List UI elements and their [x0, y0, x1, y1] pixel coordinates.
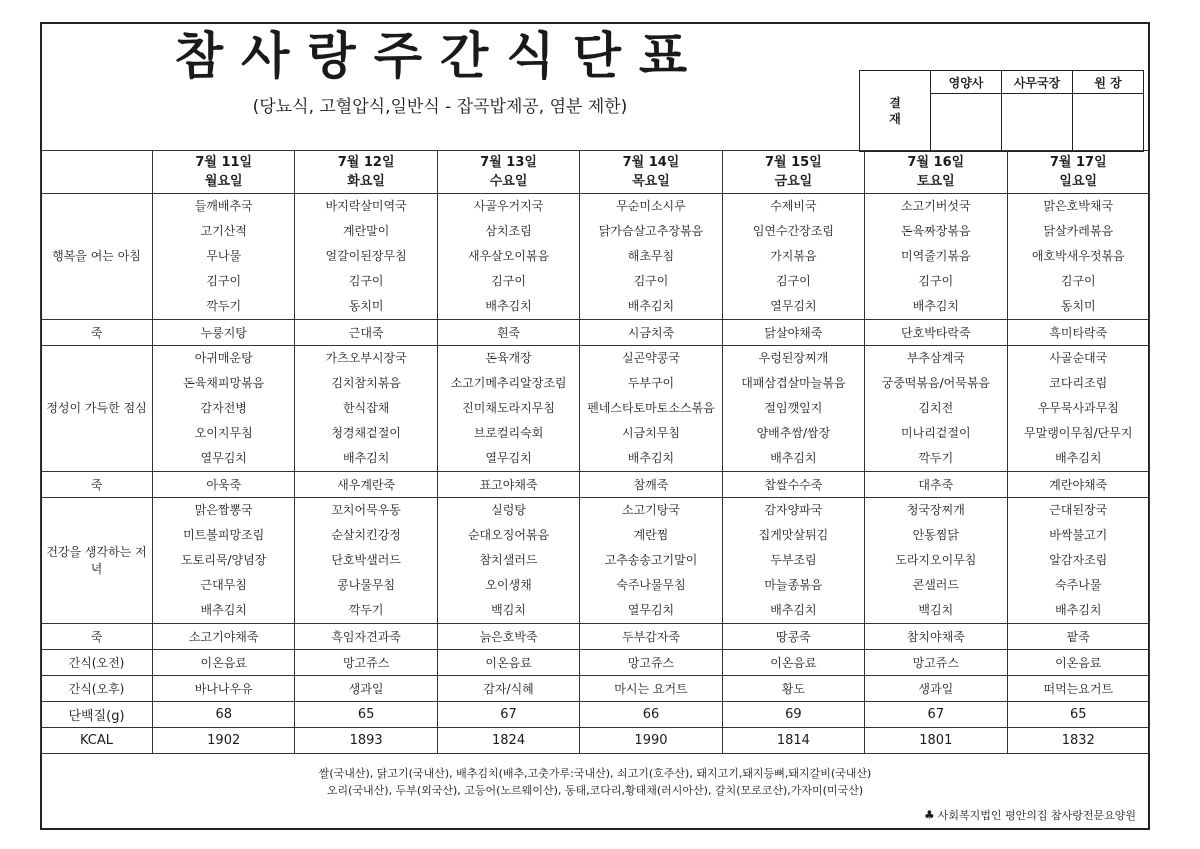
- menu-cell: 65: [295, 702, 437, 728]
- menu-cell: 생과일: [865, 676, 1007, 702]
- menu-cell: 늙은호박죽: [437, 624, 579, 650]
- menu-cell: 생과일: [295, 676, 437, 702]
- menu-cell: [865, 498, 1007, 624]
- menu-item: 배추김치: [912, 299, 959, 313]
- page-subtitle: (당뇨식, 고혈압식,일반식 - 잡곡밥제공, 염분 제한): [252, 97, 628, 117]
- menu-item: 닭가슴살고추장볶음: [598, 224, 704, 238]
- origin-note: 쌀(국내산), 닭고기(국내산), 배추김치(배추,고춧가루:국내산), 쇠고기(호주산), 돼지고기,돼지등뼈,돼지갈비(국내산): [318, 767, 872, 780]
- menu-cell: 67: [437, 702, 579, 728]
- menu-item: 무나물: [206, 249, 242, 263]
- organization-name: ♣ 사회복지법인 평안의집 참사랑전문요양원: [923, 808, 1136, 822]
- menu-item: 소고기탕국: [621, 503, 680, 517]
- menu-cell: [153, 498, 295, 624]
- menu-item: 배추김치: [200, 603, 247, 617]
- menu-item: 근대무침: [200, 578, 247, 592]
- menu-item: 부추삼계국: [906, 351, 965, 365]
- menu-item: 궁중떡볶음/어묵볶음: [881, 376, 990, 390]
- menu-item: 감자전병: [200, 401, 247, 415]
- menu-cell: 이온음료: [722, 650, 864, 676]
- menu-item: 아귀매운탕: [194, 351, 253, 365]
- lunch-row: [41, 346, 1150, 472]
- menu-cell: 마시는 요거트: [580, 676, 722, 702]
- menu-item: 코다리조림: [1049, 376, 1108, 390]
- menu-item: 알감자조림: [1049, 553, 1108, 567]
- row-label: 죽: [41, 472, 153, 498]
- menu-cell: 소고기야채죽: [153, 624, 295, 650]
- organization-logo-icon: ♣: [923, 808, 935, 822]
- menu-cell: [1007, 346, 1149, 472]
- menu-item: 미나리겉절이: [901, 426, 971, 440]
- menu-item: 도토리묵/양념장: [181, 553, 267, 567]
- menu-cell: [437, 346, 579, 472]
- day-header: 7월 12일 화요일: [295, 151, 437, 194]
- menu-cell: [580, 194, 722, 320]
- menu-item: 브로컬리숙회: [473, 426, 544, 440]
- menu-item: 꼬치어묵우동: [331, 503, 401, 517]
- menu-cell: 참깨죽: [580, 472, 722, 498]
- approval-role: 영양사: [931, 71, 1002, 94]
- menu-item: 숙주나물무침: [616, 578, 686, 592]
- menu-cell: 흰죽: [437, 320, 579, 346]
- menu-item: 김구이: [206, 274, 242, 288]
- menu-cell: 69: [722, 702, 864, 728]
- menu-cell: 근대죽: [295, 320, 437, 346]
- row-label: 죽: [41, 624, 153, 650]
- menu-item: 오이생채: [485, 578, 532, 592]
- menu-cell: [865, 194, 1007, 320]
- day-header: 7월 14일 목요일: [580, 151, 722, 194]
- menu-item: 돈육채피망볶음: [183, 376, 265, 390]
- menu-item: 임연수간장조림: [752, 224, 834, 238]
- menu-item: 돈육짜장볶음: [901, 224, 971, 238]
- menu-cell: 대추죽: [865, 472, 1007, 498]
- menu-item: 배추김치: [1055, 603, 1102, 617]
- menu-cell: 누룽지탕: [153, 320, 295, 346]
- menu-item: 가지볶음: [770, 249, 817, 263]
- menu-item: 콘샐러드: [912, 578, 959, 592]
- menu-item: 수제비국: [770, 199, 817, 213]
- menu-item: 계란말이: [342, 224, 390, 238]
- day-header: 7월 16일 토요일: [865, 151, 1007, 194]
- menu-item: 미트볼피망조림: [183, 528, 265, 542]
- menu-cell: 참치야채죽: [865, 624, 1007, 650]
- row-label: 간식(오후): [41, 676, 153, 702]
- menu-cell: 망고쥬스: [295, 650, 437, 676]
- menu-item: 순살치킨강정: [331, 528, 401, 542]
- menu-item: 실렁탕: [491, 503, 526, 517]
- menu-item: 무순미소시루: [616, 199, 686, 213]
- menu-cell: 흑임자견과죽: [295, 624, 437, 650]
- menu-item: 김구이: [776, 274, 811, 288]
- menu-item: 백김치: [918, 603, 954, 617]
- menu-item: 깍두기: [206, 299, 242, 313]
- menu-item: 진미채도라지무침: [462, 401, 555, 415]
- menu-item: 깍두기: [348, 603, 384, 617]
- menu-item: 순대오징어볶음: [467, 528, 550, 542]
- menu-item: 고추송송고기말이: [604, 553, 698, 567]
- menu-cell: 1832: [1007, 728, 1149, 754]
- menu-item: 두부구이: [627, 376, 675, 390]
- menu-item: 우무묵사과무침: [1037, 401, 1119, 415]
- menu-item: 열무김치: [770, 299, 817, 313]
- menu-cell: 찹쌀수수죽: [722, 472, 864, 498]
- menu-item: 양배추쌈/쌈장: [756, 426, 831, 440]
- menu-item: 바싹불고기: [1049, 528, 1108, 542]
- menu-cell: 65: [1007, 702, 1149, 728]
- menu-item: 콩나물무침: [337, 578, 396, 592]
- menu-item: 얼갈이된장무침: [325, 249, 407, 263]
- menu-cell: [580, 498, 722, 624]
- menu-cell: [865, 346, 1007, 472]
- menu-item: 열무김치: [200, 451, 247, 465]
- menu-cell: [1007, 194, 1149, 320]
- menu-item: 집게맛살튀김: [758, 528, 829, 542]
- page-title: 참사랑주간식단표: [174, 27, 706, 85]
- menu-item: 청국장찌개: [906, 503, 965, 517]
- menu-item: 근대된장국: [1049, 503, 1108, 517]
- menu-item: 대패삼겹살마늘볶음: [741, 376, 846, 390]
- menu-item: 사골우거지국: [473, 199, 544, 213]
- menu-cell: 이온음료: [153, 650, 295, 676]
- day-header: 7월 17일 일요일: [1007, 151, 1149, 194]
- menu-item: 배추김치: [1055, 451, 1102, 465]
- menu-item: 가츠오부시장국: [325, 351, 407, 365]
- menu-item: 오이지무침: [194, 426, 253, 440]
- menu-item: 배추김치: [770, 451, 817, 465]
- meal-label: 건강을 생각하는 저녁: [41, 498, 153, 624]
- menu-item: 애호박새우젓볶음: [1031, 249, 1125, 263]
- row-label: KCAL: [41, 728, 153, 754]
- menu-item: 김구이: [491, 274, 526, 288]
- menu-item: 김치참치볶음: [331, 376, 401, 390]
- menu-cell: 바나나우유: [153, 676, 295, 702]
- menu-cell: [1007, 498, 1149, 624]
- signature-box: [931, 94, 1002, 152]
- menu-item: 열무김치: [485, 451, 532, 465]
- menu-item: 숙주나물: [1055, 578, 1102, 592]
- porridge-row: [41, 472, 1150, 498]
- menu-item: 소고기버섯국: [901, 199, 971, 213]
- menu-item: 열무김치: [627, 603, 675, 617]
- menu-cell: 1990: [580, 728, 722, 754]
- menu-item: 배추김치: [485, 299, 532, 313]
- meal-label: 정성이 가득한 점심: [41, 346, 153, 472]
- corner-cell: [41, 151, 153, 194]
- menu-item: 배추김치: [342, 451, 390, 465]
- menu-item: 마늘종볶음: [764, 578, 823, 592]
- menu-item: 동치미: [1060, 299, 1096, 313]
- menu-item: 삼치조림: [485, 224, 532, 238]
- menu-cell: [295, 498, 437, 624]
- approval-label: 결 재: [860, 71, 931, 152]
- menu-cell: 시금치죽: [580, 320, 722, 346]
- dinner-row: [41, 498, 1150, 624]
- menu-item: 김구이: [633, 274, 669, 288]
- menu-cell: 66: [580, 702, 722, 728]
- menu-cell: 땅콩죽: [722, 624, 864, 650]
- menu-cell: 67: [865, 702, 1007, 728]
- menu-cell: [722, 346, 864, 472]
- menu-item: 한식잡채: [342, 401, 390, 415]
- menu-item: 감자양파국: [764, 503, 823, 517]
- menu-item: 실곤약콩국: [621, 351, 680, 365]
- menu-cell: 두부감자죽: [580, 624, 722, 650]
- menu-cell: 이온음료: [1007, 650, 1149, 676]
- kcal-row: [41, 728, 1150, 754]
- menu-cell: 아욱죽: [153, 472, 295, 498]
- menu-item: 무말랭이무침/단무지: [1024, 426, 1133, 440]
- day-header: 7월 13일 수요일: [437, 151, 579, 194]
- menu-item: 김치전: [918, 401, 954, 415]
- menu-cell: 망고쥬스: [580, 650, 722, 676]
- porridge-row: [41, 320, 1150, 346]
- menu-item: 고기산적: [200, 224, 247, 238]
- menu-item: 배추김치: [627, 451, 675, 465]
- menu-cell: 1824: [437, 728, 579, 754]
- menu-cell: [153, 346, 295, 472]
- menu-item: 사골순대국: [1049, 351, 1108, 365]
- date-header-row: [41, 151, 1150, 194]
- menu-item: 김구이: [1060, 274, 1096, 288]
- menu-item: 청경채겉절이: [331, 426, 401, 440]
- menu-item: 미역줄기볶음: [901, 249, 971, 263]
- snack-am-row: [41, 650, 1150, 676]
- row-label: 죽: [41, 320, 153, 346]
- menu-cell: 1893: [295, 728, 437, 754]
- meal-label: 행복을 여는 아침: [41, 194, 153, 320]
- menu-item: 새우살오이볶음: [467, 249, 550, 263]
- approval-role: 원 장: [1073, 71, 1144, 94]
- menu-cell: 표고야채죽: [437, 472, 579, 498]
- menu-item: 김구이: [348, 274, 384, 288]
- porridge-row: [41, 624, 1150, 650]
- menu-item: 절임깻잎지: [764, 401, 823, 415]
- menu-item: 계란찜: [633, 528, 669, 542]
- day-header: 7월 11일 월요일: [153, 151, 295, 194]
- menu-item: 들깨배추국: [194, 199, 253, 213]
- day-header: 7월 15일 금요일: [722, 151, 864, 194]
- menu-cell: [153, 194, 295, 320]
- menu-cell: [295, 346, 437, 472]
- snack-pm-row: [41, 676, 1150, 702]
- menu-item: 해초무침: [627, 249, 675, 263]
- menu-cell: 새우계란죽: [295, 472, 437, 498]
- menu-item: 배추김치: [627, 299, 675, 313]
- approval-box: [859, 70, 1144, 152]
- menu-cell: 68: [153, 702, 295, 728]
- menu-item: 맑은호박채국: [1043, 199, 1114, 213]
- menu-cell: 1902: [153, 728, 295, 754]
- menu-item: 두부조림: [770, 553, 817, 567]
- menu-item: 돈육개장: [485, 351, 532, 365]
- menu-item: 바지락살미역국: [325, 199, 407, 213]
- weekly-menu-table: [40, 150, 1150, 754]
- menu-item: 안동찜닭: [912, 528, 959, 542]
- menu-item: 맑은짬뽕국: [194, 503, 253, 517]
- menu-cell: [295, 194, 437, 320]
- menu-item: 소고기메추리알장조림: [450, 376, 567, 390]
- menu-cell: 계란야채죽: [1007, 472, 1149, 498]
- menu-item: 단호박샐러드: [331, 553, 401, 567]
- origin-note: 오리(국내산), 두부(외국산), 고등어(노르웨이산), 동태,코다리,황태채(러시아산), 갈치(모로코산),가자미(미국산): [326, 784, 864, 797]
- menu-item: 백김치: [491, 603, 526, 617]
- menu-item: 도라지오이무침: [895, 553, 977, 567]
- menu-cell: [437, 498, 579, 624]
- breakfast-row: [41, 194, 1150, 320]
- menu-cell: [580, 346, 722, 472]
- menu-cell: 이온음료: [437, 650, 579, 676]
- menu-cell: [722, 498, 864, 624]
- menu-cell: 닭살야채죽: [722, 320, 864, 346]
- approval-role: 사무국장: [1002, 71, 1073, 94]
- menu-cell: 1801: [865, 728, 1007, 754]
- menu-item: 참치샐러드: [479, 553, 538, 567]
- menu-cell: 팥죽: [1007, 624, 1149, 650]
- menu-cell: 황도: [722, 676, 864, 702]
- menu-item: 펜네스타토마토소스볶음: [587, 401, 715, 415]
- menu-cell: 단호박타락죽: [865, 320, 1007, 346]
- signature-box: [1002, 94, 1073, 152]
- footer: [40, 752, 1150, 830]
- menu-item: 동치미: [348, 299, 384, 313]
- menu-item: 깍두기: [918, 451, 954, 465]
- protein-row: [41, 702, 1150, 728]
- menu-item: 시금치무침: [621, 426, 680, 440]
- row-label: 단백질(g): [41, 702, 153, 728]
- menu-cell: 감자/식혜: [437, 676, 579, 702]
- row-label: 간식(오전): [41, 650, 153, 676]
- menu-item: 배추김치: [770, 603, 817, 617]
- signature-box: [1073, 94, 1144, 152]
- menu-item: 우렁된장찌개: [758, 351, 829, 365]
- menu-item: 김구이: [918, 274, 954, 288]
- menu-cell: [437, 194, 579, 320]
- menu-cell: [722, 194, 864, 320]
- menu-cell: 떠먹는요거트: [1007, 676, 1149, 702]
- menu-item: 닭살카레볶음: [1043, 224, 1114, 238]
- menu-cell: 1814: [722, 728, 864, 754]
- menu-cell: 흑미타락죽: [1007, 320, 1149, 346]
- menu-cell: 망고쥬스: [865, 650, 1007, 676]
